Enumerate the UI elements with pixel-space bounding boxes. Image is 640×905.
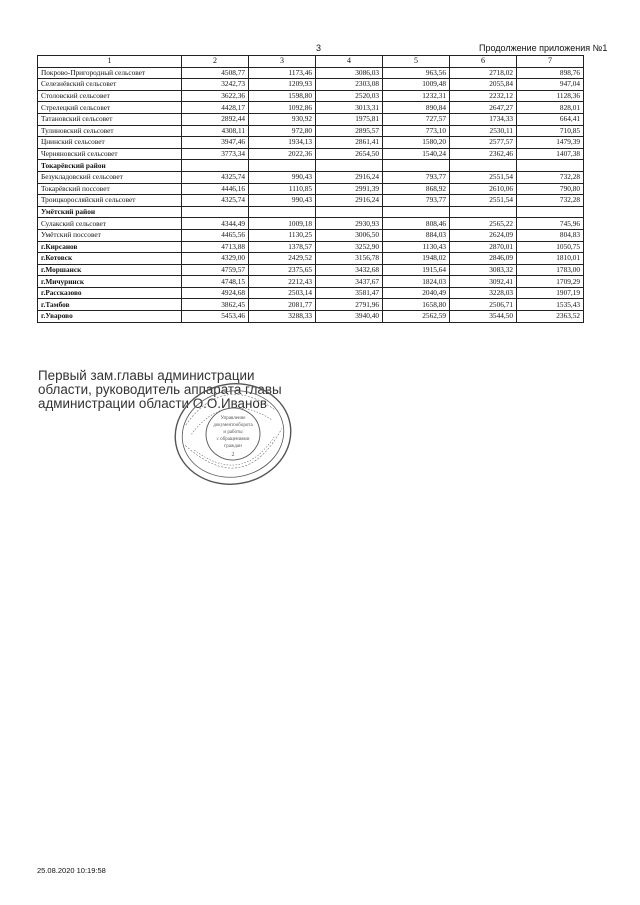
table-cell: 4465,56 <box>182 229 249 241</box>
row-name: г.Мичуринск <box>38 276 182 288</box>
table-cell: 1907,19 <box>517 287 584 299</box>
table-cell: 2565,22 <box>450 218 517 230</box>
table-cell <box>517 160 584 172</box>
table-row <box>38 113 584 125</box>
official-stamp <box>168 377 298 492</box>
table-cell: 1378,57 <box>249 241 316 253</box>
row-name: Покрово-Пригородный сельсовет <box>38 67 182 79</box>
table-cell: 2506,71 <box>450 299 517 311</box>
table-row <box>38 229 584 241</box>
table-cell: 3288,33 <box>249 311 316 323</box>
table-cell: 3437,67 <box>316 276 383 288</box>
table-cell: 773,10 <box>383 125 450 137</box>
table-cell: 1130,43 <box>383 241 450 253</box>
stamp-text-2: документооборота <box>213 423 253 428</box>
table-cell: 3228,03 <box>450 287 517 299</box>
table-cell: 1915,64 <box>383 264 450 276</box>
table-cell: 3013,31 <box>316 102 383 114</box>
table-cell: 2551,54 <box>450 171 517 183</box>
table-cell: 808,46 <box>383 218 450 230</box>
table-row <box>38 299 584 311</box>
column-header: 6 <box>450 56 517 68</box>
table-cell: 4713,88 <box>182 241 249 253</box>
table-cell: 1173,46 <box>249 67 316 79</box>
table-cell: 2577,57 <box>450 137 517 149</box>
stamp-text-3: и работы <box>223 430 243 435</box>
table-row <box>38 102 584 114</box>
table-row <box>38 67 584 79</box>
table-cell: 930,92 <box>249 113 316 125</box>
table-row <box>38 125 584 137</box>
table-cell: 3940,40 <box>316 311 383 323</box>
table-cell: 1810,01 <box>517 253 584 265</box>
table-cell: 1128,36 <box>517 90 584 102</box>
table-cell: 3544,50 <box>450 311 517 323</box>
table-cell: 947,04 <box>517 79 584 91</box>
table-row <box>38 195 584 207</box>
column-header: 4 <box>316 56 383 68</box>
row-name: Селезнёвский сельсовет <box>38 79 182 91</box>
table-cell: 2363,52 <box>517 311 584 323</box>
table-cell: 2232,12 <box>450 90 517 102</box>
table-row <box>38 90 584 102</box>
table-cell: 5453,46 <box>182 311 249 323</box>
table-cell: 2861,41 <box>316 137 383 149</box>
table-cell: 732,28 <box>517 195 584 207</box>
table-row <box>38 241 584 253</box>
table-cell: 3862,45 <box>182 299 249 311</box>
table-cell: 1535,43 <box>517 299 584 311</box>
table-cell: 4748,15 <box>182 276 249 288</box>
table-cell: 4759,57 <box>182 264 249 276</box>
table-cell: 2654,50 <box>316 148 383 160</box>
table-cell: 3086,03 <box>316 67 383 79</box>
table-section-row <box>38 160 584 172</box>
table-cell: 2870,01 <box>450 241 517 253</box>
table-cell: 3773,34 <box>182 148 249 160</box>
table-cell: 2503,14 <box>249 287 316 299</box>
table-cell: 3432,68 <box>316 264 383 276</box>
table-cell: 2562,59 <box>383 311 450 323</box>
table-cell: 2718,02 <box>450 67 517 79</box>
table-cell: 1948,02 <box>383 253 450 265</box>
signature-line-3: администрации области О.О.Иванов <box>38 396 267 411</box>
table-body <box>38 56 584 323</box>
row-name: Сулакский сельсовет <box>38 218 182 230</box>
row-name: Тулиновский сельсовет <box>38 125 182 137</box>
row-name: Безукладовский сельсовет <box>38 171 182 183</box>
table-cell <box>249 206 316 218</box>
table-header-row <box>38 56 584 68</box>
column-header: 3 <box>249 56 316 68</box>
table-cell: 4446,16 <box>182 183 249 195</box>
signature-line-1: Первый зам.главы администрации <box>38 368 255 383</box>
row-name: Столовский сельсовет <box>38 90 182 102</box>
table-row <box>38 183 584 195</box>
table-cell: 828,01 <box>517 102 584 114</box>
table-cell: 1580,20 <box>383 137 450 149</box>
table-cell: 732,28 <box>517 171 584 183</box>
table-cell: 972,80 <box>249 125 316 137</box>
table-cell: 664,41 <box>517 113 584 125</box>
table-cell: 1009,48 <box>383 79 450 91</box>
row-name: г.Моршанск <box>38 264 182 276</box>
table-cell: 2022,36 <box>249 148 316 160</box>
table-cell: 1598,80 <box>249 90 316 102</box>
table-cell: 1232,31 <box>383 90 450 102</box>
table-cell: 1130,25 <box>249 229 316 241</box>
table-cell: 1734,33 <box>450 113 517 125</box>
row-name: Стрелецкий сельсовет <box>38 102 182 114</box>
table-cell: 963,56 <box>383 67 450 79</box>
column-header: 5 <box>383 56 450 68</box>
table-section-row <box>38 206 584 218</box>
table-cell: 868,92 <box>383 183 450 195</box>
table-cell: 4329,00 <box>182 253 249 265</box>
table-cell: 2610,06 <box>450 183 517 195</box>
table-cell: 890,84 <box>383 102 450 114</box>
table-cell: 2930,93 <box>316 218 383 230</box>
table-cell: 1934,13 <box>249 137 316 149</box>
table-cell: 3947,46 <box>182 137 249 149</box>
table-cell <box>182 206 249 218</box>
table-cell: 2375,65 <box>249 264 316 276</box>
table-cell: 1110,85 <box>249 183 316 195</box>
table-cell: 3622,36 <box>182 90 249 102</box>
table-cell: 1092,86 <box>249 102 316 114</box>
table-cell: 2040,49 <box>383 287 450 299</box>
row-name: г.Рассказово <box>38 287 182 299</box>
table-cell: 710,85 <box>517 125 584 137</box>
table-cell: 2916,24 <box>316 195 383 207</box>
table-row <box>38 264 584 276</box>
table-cell: 3092,41 <box>450 276 517 288</box>
table-row <box>38 276 584 288</box>
table-row <box>38 311 584 323</box>
print-timestamp: 25.08.2020 10:19:58 <box>37 866 106 875</box>
table-cell: 1209,93 <box>249 79 316 91</box>
table-cell: 4308,11 <box>182 125 249 137</box>
stamp-text-5: граждан <box>224 444 242 449</box>
row-name: Токарёвский район <box>38 160 182 172</box>
table-cell: 2551,54 <box>450 195 517 207</box>
row-name: Троицкоросляйский сельсовет <box>38 195 182 207</box>
table-cell: 1709,29 <box>517 276 584 288</box>
table-row <box>38 137 584 149</box>
table-cell: 1479,39 <box>517 137 584 149</box>
column-header: 2 <box>182 56 249 68</box>
table-cell: 2429,52 <box>249 253 316 265</box>
signature-line-2: области, руководитель аппарата главы <box>38 382 282 397</box>
table-cell: 727,57 <box>383 113 450 125</box>
page-number: 3 <box>316 43 322 53</box>
table-row <box>38 148 584 160</box>
table-cell: 1975,81 <box>316 113 383 125</box>
table-cell: 1009,18 <box>249 218 316 230</box>
table-cell <box>450 206 517 218</box>
table-cell: 990,43 <box>249 171 316 183</box>
table-cell: 1783,00 <box>517 264 584 276</box>
table-cell: 4325,74 <box>182 171 249 183</box>
column-header: 7 <box>517 56 584 68</box>
table-row <box>38 287 584 299</box>
row-name: г.Котовск <box>38 253 182 265</box>
table-cell <box>249 160 316 172</box>
continuation-label: Продолжение приложения №1 <box>479 43 608 53</box>
table-cell: 1658,80 <box>383 299 450 311</box>
table-cell: 2081,77 <box>249 299 316 311</box>
table-cell: 4325,74 <box>182 195 249 207</box>
table-row <box>38 171 584 183</box>
table-row <box>38 79 584 91</box>
table-cell: 1540,24 <box>383 148 450 160</box>
table-cell <box>517 206 584 218</box>
table-cell: 3156,78 <box>316 253 383 265</box>
table-cell: 2846,09 <box>450 253 517 265</box>
table-cell: 3252,90 <box>316 241 383 253</box>
table-cell: 2212,43 <box>249 276 316 288</box>
row-name: Умётский район <box>38 206 182 218</box>
table-cell <box>383 160 450 172</box>
table-cell: 793,77 <box>383 171 450 183</box>
table-cell <box>182 160 249 172</box>
stamp-text-4: с обращениями <box>216 437 250 442</box>
table-cell: 884,03 <box>383 229 450 241</box>
table-cell: 2892,44 <box>182 113 249 125</box>
row-name: Черняновский сельсовет <box>38 148 182 160</box>
table-cell: 1407,38 <box>517 148 584 160</box>
table-cell: 2991,39 <box>316 183 383 195</box>
table-cell: 2916,24 <box>316 171 383 183</box>
row-name: Цнинский сельсовет <box>38 137 182 149</box>
column-header: 1 <box>38 56 182 68</box>
table-cell: 3242,73 <box>182 79 249 91</box>
table-cell: 3006,50 <box>316 229 383 241</box>
table-cell: 2647,27 <box>450 102 517 114</box>
table-cell: 2055,84 <box>450 79 517 91</box>
table-cell: 1050,75 <box>517 241 584 253</box>
row-name: Умётский поссовет <box>38 229 182 241</box>
table-cell: 2624,09 <box>450 229 517 241</box>
table-row <box>38 218 584 230</box>
table-cell: 745,96 <box>517 218 584 230</box>
table-cell <box>316 206 383 218</box>
table-cell: 898,76 <box>517 67 584 79</box>
table-cell <box>383 206 450 218</box>
table-cell: 3581,47 <box>316 287 383 299</box>
table-cell: 2303,08 <box>316 79 383 91</box>
table-row <box>38 253 584 265</box>
row-name: Токарёвский поссовет <box>38 183 182 195</box>
stamp-number: 2 <box>231 452 235 458</box>
table-cell: 4924,68 <box>182 287 249 299</box>
table-cell: 2520,03 <box>316 90 383 102</box>
table-cell: 790,80 <box>517 183 584 195</box>
row-name: Татановский сельсовет <box>38 113 182 125</box>
row-name: г.Кирсанов <box>38 241 182 253</box>
table-cell: 1824,03 <box>383 276 450 288</box>
table-cell: 793,77 <box>383 195 450 207</box>
table-cell: 4428,17 <box>182 102 249 114</box>
table-cell: 4344,49 <box>182 218 249 230</box>
data-table <box>37 55 584 323</box>
table-cell: 3083,32 <box>450 264 517 276</box>
table-cell: 2895,57 <box>316 125 383 137</box>
table-cell <box>316 160 383 172</box>
table-cell: 804,83 <box>517 229 584 241</box>
table-cell: 2362,46 <box>450 148 517 160</box>
stamp-text-1: Управление <box>220 416 246 421</box>
table-cell: 4508,77 <box>182 67 249 79</box>
table-cell <box>450 160 517 172</box>
table-cell: 2530,11 <box>450 125 517 137</box>
table-cell: 990,43 <box>249 195 316 207</box>
row-name: г.Тамбов <box>38 299 182 311</box>
table-cell: 2791,96 <box>316 299 383 311</box>
row-name: г.Уварово <box>38 311 182 323</box>
